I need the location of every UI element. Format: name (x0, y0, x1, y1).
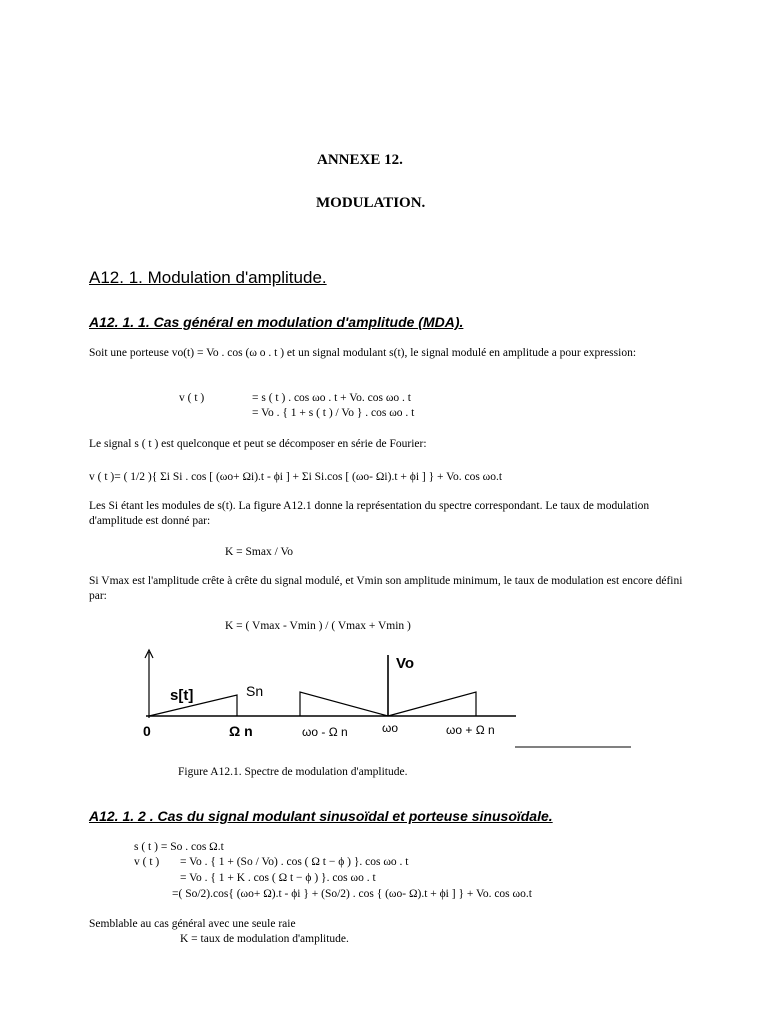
conclusion-line-1: Semblable au cas général avec une seule raie (89, 918, 296, 930)
k-equation-1: K = Smax / Vo (225, 546, 294, 558)
upper-sideband-envelope (388, 692, 476, 716)
intro-paragraph: Soit une porteuse vo(t) = Vo . cos (ω o . t ) et un signal modulant s(t), le signal modulé en amplitude a pour expression: (89, 347, 637, 359)
equation-v-line-1: = Vo . { 1 + (So / Vo) . cos ( Ω t − ϕ ) }. cos ωo . t (180, 856, 409, 868)
chapter-title: MODULATION. (316, 195, 426, 211)
subsection-heading-2: A12. 1. 2 . Cas du signal modulant sinusoïdal et porteuse sinusoïdale. (89, 808, 553, 824)
lsb-mirror-envelope (300, 692, 388, 716)
equation-v-line-3: =( So/2).cos{ (ωo+ Ω).t - ϕi } + (So/2) . cos { (ωo- Ω).t + ϕi ] } + Vo. cos ωo.t (172, 888, 532, 900)
annex-title: ANNEXE 12. (317, 152, 403, 168)
section-heading: A12. 1. Modulation d'amplitude. (89, 268, 327, 287)
label-wo: ωo (382, 721, 399, 735)
equation-s: s ( t ) = So . cos Ω.t (134, 841, 224, 853)
equation-1-line-2: = Vo . { 1 + s ( t ) / Vo } . cos ωo . t (252, 407, 415, 419)
equation-v-lhs: v ( t ) (134, 856, 160, 868)
fourier-equation: v ( t )= ( 1/2 ){ Σi Si . cos [ (ωo+ Ωi).t - ϕi ] + Σi Si.cos [ (ωo- Ωi).t + ϕi ] } + Vo. cos ωo.t (89, 471, 503, 483)
si-paragraph: Les Si étant les modules de s(t). La figure A12.1 donne la représentation du spectre correspondant. Le taux de modulation d'amplitude est donné par: (89, 500, 650, 527)
equation-1-lhs: v ( t ) (179, 392, 205, 404)
vmax-paragraph: Si Vmax est l'amplitude crête à crête du signal modulé, et Vmin son amplitude minimum, le taux de modulation est encore défini par: (89, 575, 683, 602)
figure-caption: Figure A12.1. Spectre de modulation d'amplitude. (178, 766, 408, 778)
label-sn: Sn (246, 683, 264, 699)
label-wo-plus: ωo + Ω n (446, 723, 495, 737)
spectrum-figure (0, 640, 768, 760)
label-omega-n: Ω n (229, 723, 253, 739)
k-equation-2: K = ( Vmax - Vmin ) / ( Vmax + Vmin ) (225, 620, 411, 632)
label-st: s[t] (170, 687, 194, 704)
equation-v-line-2: = Vo . { 1 + K . cos ( Ω t − ϕ ) }. cos ωo . t (180, 872, 376, 884)
fourier-text: Le signal s ( t ) est quelconque et peut se décomposer en série de Fourier: (89, 438, 427, 450)
conclusion-line-2: K = taux de modulation d'amplitude. (180, 933, 349, 945)
label-vo: Vo (396, 655, 415, 672)
subsection-heading-1: A12. 1. 1. Cas général en modulation d'amplitude (MDA). (89, 314, 464, 330)
equation-1-line-1: = s ( t ) . cos ωo . t + Vo. cos ωo . t (252, 392, 411, 404)
label-wo-minus: ωo - Ω n (302, 725, 348, 739)
label-zero: 0 (143, 723, 151, 739)
